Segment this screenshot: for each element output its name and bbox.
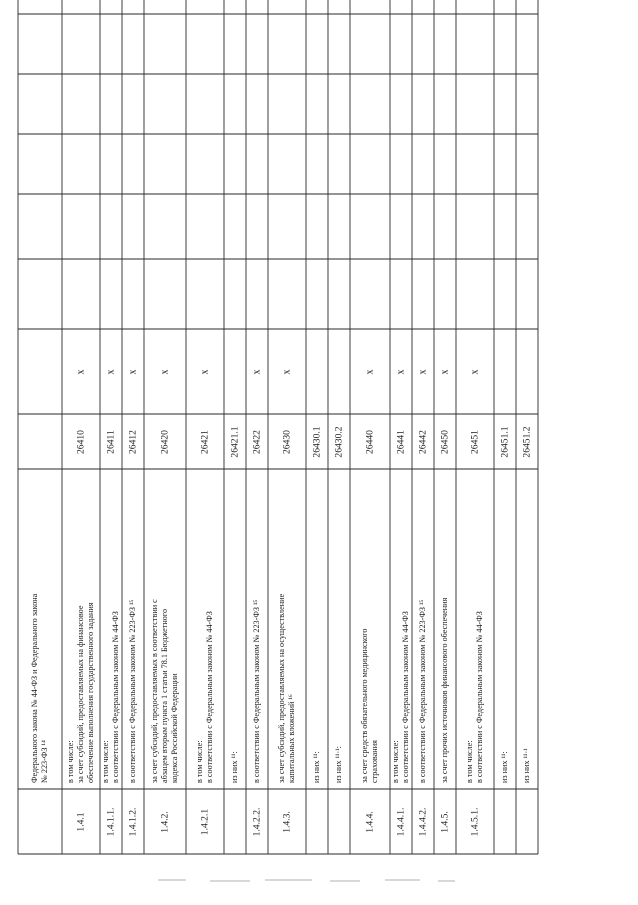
row-line-code: 26430.2 (333, 425, 344, 458)
row-code: 1.4.2. (159, 810, 170, 833)
row-line-code: 26421.1 (229, 425, 240, 458)
row-line-code: 26430 (281, 429, 292, 454)
row-code: 1.4.4.1. (395, 807, 406, 836)
row-name-line: абзацем вторым пункта 1 статьи 78.1 Бюджетного (160, 608, 169, 783)
row-x-mark: x (417, 369, 428, 374)
row-name-line: в соответствии с Федеральным законом № 223-ФЗ ¹⁵ (418, 599, 427, 783)
row-line-code: 26450 (439, 429, 450, 454)
row-name-line: в соответствии с Федеральным законом № 44-ФЗ (401, 611, 410, 783)
row-name-line: в том числе: (101, 740, 110, 783)
row-line-code: 26412 (127, 429, 138, 454)
row-name-line: кодекса Российской Федерации (170, 673, 179, 783)
row-name-line: за счет прочих источников финансового обеспечения (440, 597, 449, 783)
row-name-line: в соответствии с Федеральным законом № 223-ФЗ ¹⁵ (252, 599, 261, 783)
row-name-line: из них ¹¹: (230, 751, 239, 783)
row-name-line: в том числе: (391, 740, 400, 783)
row-line-code: 26420 (159, 429, 170, 454)
row-x-mark: x (439, 369, 450, 374)
row-name-line: за счет субсидий, предоставляемых на финансовое (76, 605, 85, 783)
row-x-mark: x (251, 369, 262, 374)
row-line-code: 26422 (251, 429, 262, 454)
row-name-line: из них ¹¹: (312, 751, 321, 783)
row-x-mark: x (199, 369, 210, 374)
row-x-mark: x (469, 369, 480, 374)
row-line-code: 26451 (469, 429, 480, 454)
row-code: 1.4.1.2. (127, 807, 138, 836)
row-x-mark: x (159, 369, 170, 374)
row-code: 1.4.4. (364, 810, 375, 833)
row-line-code: 26451.1 (499, 425, 510, 458)
row-x-mark: x (127, 369, 138, 374)
row-name-line: № 223-ФЗ ¹⁴ (40, 740, 49, 783)
row-name-line: в том числе: (66, 740, 75, 783)
row-x-mark: x (75, 369, 86, 374)
row-code: 1.4.5. (439, 810, 450, 833)
row-name-line: Федерального закона № 44-ФЗ и Федерального закона (30, 593, 39, 783)
row-code: 1.4.3. (281, 810, 292, 833)
row-name-line: в том числе: (195, 740, 204, 783)
row-code: 1.4.5.1. (469, 807, 480, 836)
row-line-code: 26421 (199, 429, 210, 454)
row-line-code: 26440 (364, 429, 375, 454)
row-name-line: обеспечение выполнения государственного задания (86, 602, 95, 783)
row-x-mark: x (395, 369, 406, 374)
row-name-line: в соответствии с Федеральным законом № 44-ФЗ (475, 611, 484, 783)
row-name-line: в соответствии с Федеральным законом № 223-ФЗ ¹⁵ (128, 599, 137, 783)
row-name-line: страхования (370, 740, 379, 783)
row-name-line: за счет субсидий, предоставляемых на осуществление (277, 593, 286, 783)
row-x-mark: x (364, 369, 375, 374)
row-name-line: в том числе: (465, 740, 474, 783)
row-code: 1.4.1.1. (105, 807, 116, 836)
row-name-line: в соответствии с Федеральным законом № 44-ФЗ (205, 611, 214, 783)
row-name-line: за счет средств обязательного медицинского (360, 628, 369, 783)
row-line-code: 26430.1 (311, 425, 322, 458)
row-line-code: 26442 (417, 429, 428, 454)
row-line-code: 26410 (75, 429, 86, 454)
row-name-line: из них ¹¹·¹: (334, 746, 343, 783)
row-name-line: капитальных вложений ¹⁶ (287, 694, 296, 783)
row-code: 1.4.2.1 (199, 808, 210, 835)
row-name-line: за счет субсидий, предоставляемых в соответствии с (150, 599, 159, 783)
row-name-line: из них ¹¹: (500, 751, 509, 783)
row-name-line: в соответствии с Федеральным законом № 44-ФЗ (111, 611, 120, 783)
row-x-mark: x (105, 369, 116, 374)
row-line-code: 26411 (105, 429, 116, 454)
row-code: 1.4.4.2. (417, 807, 428, 836)
row-name-line: из них ¹¹·¹ (522, 748, 531, 783)
row-code: 1.4.1 (75, 811, 86, 832)
row-x-mark: x (281, 369, 292, 374)
row-line-code: 26441 (395, 429, 406, 454)
row-line-code: 26451.2 (521, 425, 532, 458)
row-code: 1.4.2.2. (251, 807, 262, 836)
